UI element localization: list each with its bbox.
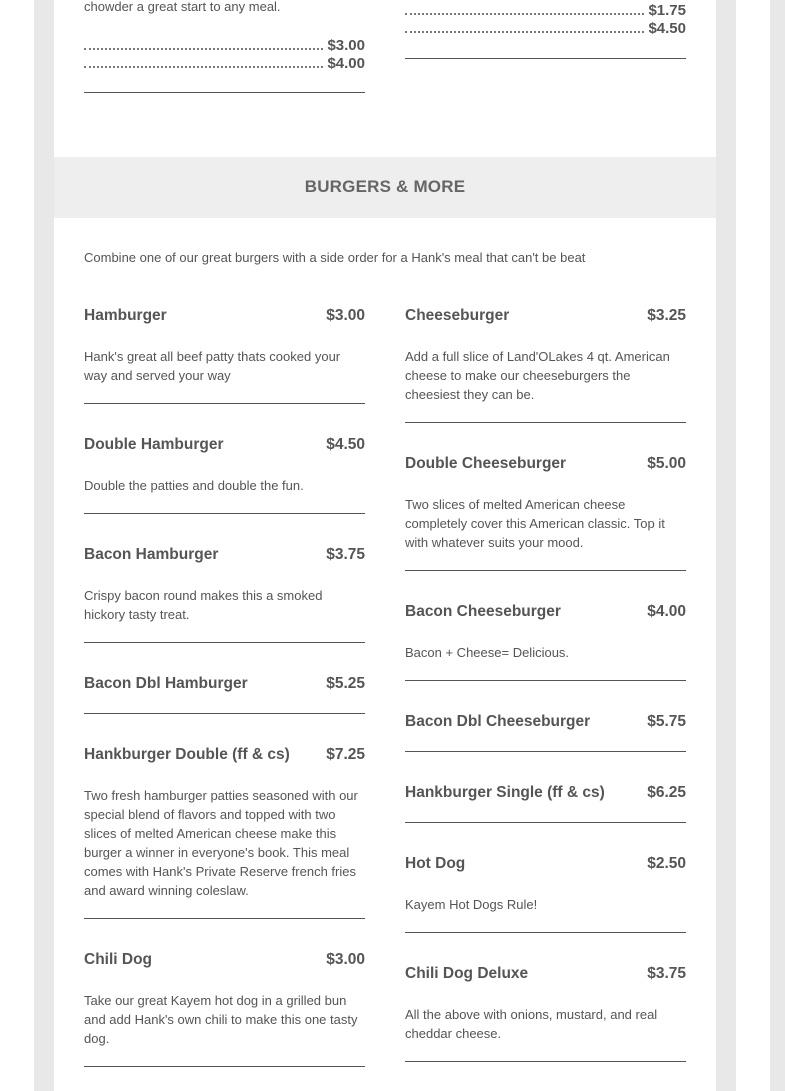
- item-name: Hankburger Single (ff & cs): [405, 784, 605, 801]
- dot-leader: [405, 13, 644, 15]
- item-divider: [405, 58, 686, 59]
- item-name: Bacon Dbl Cheeseburger: [405, 713, 591, 730]
- page-edge-right: [770, 0, 785, 1091]
- page-gutter-right: [716, 0, 736, 1091]
- item-divider: [84, 1066, 365, 1067]
- dot-leader: [84, 66, 323, 68]
- item-name: Hot Dog: [405, 855, 466, 872]
- item-divider: [405, 751, 686, 752]
- item-divider: [405, 570, 686, 571]
- page-gutter-left: [34, 0, 54, 1091]
- section-header: [54, 157, 716, 218]
- item-description: Take our great Kayem hot dog in a grilled bun and add Hank's own chili to make this one tasty dog.: [84, 993, 358, 1046]
- item-divider: [405, 422, 686, 423]
- item-description: Kayem Hot Dogs Rule!: [405, 897, 538, 912]
- price-option-row: [405, 2, 686, 20]
- price-option-row: [84, 37, 365, 55]
- item-divider: [84, 713, 365, 714]
- item-description: Two slices of melted American cheese completely cover this American classic. Top it with whatever suits your mood.: [405, 497, 665, 550]
- section-description: Combine one of our great burgers with a side order for a Hank's meal that can't be beat: [84, 250, 586, 265]
- item-price: $3.00: [326, 307, 365, 324]
- section-title: BURGERS & MORE: [304, 177, 466, 196]
- item-name: Chili Dog: [84, 951, 153, 968]
- item-price: $4.00: [647, 603, 686, 620]
- item-divider: [84, 642, 365, 643]
- option-price: $1.75: [648, 2, 686, 19]
- item-divider: [84, 513, 365, 514]
- item-description: All the above with onions, mustard, and real cheddar cheese.: [405, 1007, 658, 1041]
- item-name: Double Cheeseburger: [405, 455, 567, 472]
- item-description: Hank's great all beef patty thats cooked your way and served your way: [84, 349, 341, 383]
- item-divider: [84, 403, 365, 404]
- item-price: $3.00: [326, 951, 365, 968]
- item-price: $4.50: [326, 436, 365, 453]
- price-option-row: [84, 55, 365, 73]
- item-description: Two fresh hamburger patties seasoned with our special blend of flavors and topped with two slices of melted American cheese make this burger a winner in everyone's book. This meal comes with Hank's Private Reserve french fries and award winning coleslaw.: [84, 788, 358, 898]
- dot-leader: [84, 48, 323, 50]
- item-price: $3.75: [647, 965, 686, 982]
- item-divider: [405, 932, 686, 933]
- previous-section-description: chowder a great start to any meal.: [84, 0, 281, 14]
- price-option-row: [405, 20, 686, 38]
- dot-leader: [405, 31, 644, 33]
- item-price: $6.25: [647, 784, 686, 801]
- item-price: $5.25: [326, 675, 365, 692]
- item-name: Cheeseburger: [405, 307, 510, 324]
- item-divider: [84, 92, 365, 93]
- item-price: $5.75: [647, 713, 686, 730]
- item-name: Hankburger Double (ff & cs): [84, 746, 290, 763]
- item-divider: [84, 918, 365, 919]
- item-description: Bacon + Cheese= Delicious.: [405, 645, 570, 660]
- item-name: Bacon Dbl Hamburger: [84, 675, 248, 692]
- item-price: $7.25: [326, 746, 365, 763]
- item-name: Bacon Hamburger: [84, 546, 219, 563]
- item-name: Chili Dog Deluxe: [405, 965, 529, 982]
- item-description: Double the patties and double the fun.: [84, 478, 304, 493]
- item-divider: [405, 1061, 686, 1062]
- option-price: $4.50: [648, 20, 686, 37]
- item-divider: [405, 822, 686, 823]
- item-price: $3.75: [326, 546, 365, 563]
- item-name: Double Hamburger: [84, 436, 224, 453]
- item-price: $3.25: [647, 307, 686, 324]
- item-description: Add a full slice of Land'OLakes 4 qt. American cheese to make our cheeseburgers the cheesiest they can be.: [405, 349, 670, 402]
- item-name: Bacon Cheeseburger: [405, 603, 561, 620]
- item-divider: [405, 680, 686, 681]
- item-description: Crispy bacon round makes this a smoked hickory tasty treat.: [84, 588, 323, 622]
- item-price: $2.50: [647, 855, 686, 872]
- option-price: $3.00: [327, 37, 365, 54]
- option-price: $4.00: [327, 55, 365, 72]
- item-price: $5.00: [647, 455, 686, 472]
- item-name: Hamburger: [84, 307, 167, 324]
